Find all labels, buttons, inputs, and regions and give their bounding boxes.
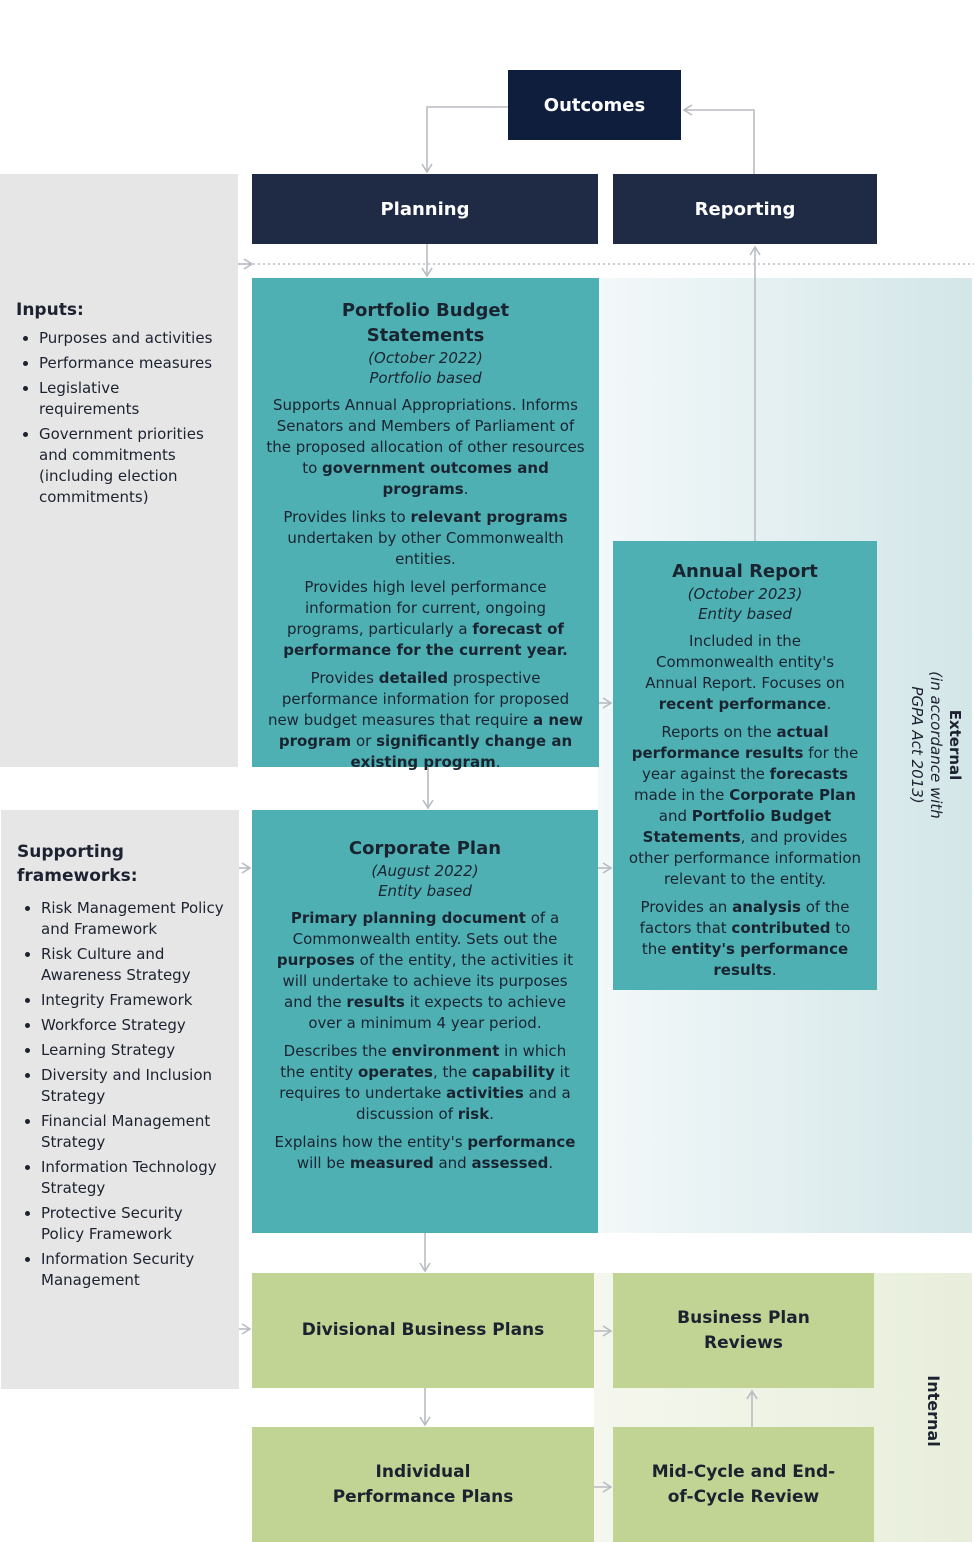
list-item: • Risk Culture and Awareness Strategy bbox=[41, 944, 225, 986]
list-item: • Protective Security Policy Framework bbox=[41, 1203, 225, 1245]
corporate-plan-paragraph-2: Describes the environment in which the entity operates, the capability it requires to undertake activities and a discussion of risk. bbox=[279, 1042, 571, 1123]
pbs-date: (October 2022) bbox=[368, 349, 483, 367]
list-item: • Diversity and Inclusion Strategy bbox=[41, 1065, 225, 1107]
list-item: • Workforce Strategy bbox=[41, 1015, 225, 1036]
list-item: • Information Technology Strategy bbox=[41, 1157, 225, 1199]
list-item: • Government priorities and commitments (including election commitments) bbox=[39, 424, 224, 508]
list-item: • Learning Strategy bbox=[41, 1040, 225, 1061]
list-item: • Financial Management Strategy bbox=[41, 1111, 225, 1153]
list-item: • Integrity Framework bbox=[41, 990, 225, 1011]
pbs-title: Portfolio Budget Statements bbox=[341, 300, 510, 346]
external-label-note-2: PGPA Act 2013) bbox=[908, 686, 926, 804]
individual-performance-plans-box: Individual Performance Plans bbox=[252, 1427, 594, 1542]
arrow-outcomes-to-planning bbox=[427, 107, 508, 172]
mid-cycle-review-box: Mid-Cycle and End-of-Cycle Review bbox=[613, 1427, 874, 1542]
divisional-business-plans-box: Divisional Business Plans bbox=[252, 1273, 594, 1388]
pbs-paragraph-3: Provides high level performance information for current, ongoing programs, particularly a forecast of performance for the current year. bbox=[283, 578, 568, 659]
list-item: • Purposes and activities bbox=[39, 328, 224, 349]
external-label-title: External bbox=[946, 709, 964, 781]
annual-report-paragraph-2: Reports on the actual performance results for the year against the forecasts made in the Corporate Plan and Portfolio Budget Statements, and provides other performance information relevant to the entity. bbox=[628, 723, 862, 888]
business-plan-reviews-box: Business Plan Reviews bbox=[613, 1273, 874, 1388]
outcomes-box: Outcomes bbox=[508, 70, 681, 140]
inputs-title: Inputs: bbox=[16, 300, 84, 320]
corporate-plan-date: (August 2022) bbox=[371, 862, 479, 880]
list-item: • Legislative requirements bbox=[39, 378, 224, 420]
list-item: • Information Security Management bbox=[41, 1249, 225, 1291]
pbs-paragraph-1: Supports Annual Appropriations. Informs Senators and Members of Parliament of the proposed allocation of other resources to government outcomes and programs. bbox=[266, 396, 585, 498]
reporting-box: Reporting bbox=[613, 174, 877, 244]
annual-report-paragraph-3: Provides an analysis of the factors that contributed to the entity's performance results. bbox=[639, 898, 851, 979]
external-label-note-1: (in accordance with bbox=[927, 671, 945, 819]
corporate-plan-title: Corporate Plan bbox=[348, 838, 502, 859]
planning-box: Planning bbox=[252, 174, 598, 244]
annual-report-paragraph-1: Included in the Commonwealth entity's Annual Report. Focuses on recent performance. bbox=[645, 632, 845, 713]
pbs-paragraph-4: Provides detailed prospective performance information for proposed new budget measures that require a new program or significantly change an existing program. bbox=[267, 669, 584, 771]
corporate-plan-paragraph-3: Explains how the entity's performance will be measured and assessed. bbox=[274, 1133, 576, 1172]
list-item: • Risk Management Policy and Framework bbox=[41, 898, 225, 940]
arrow-reporting-to-outcomes bbox=[684, 110, 754, 174]
pbs-basis: Portfolio based bbox=[369, 369, 482, 387]
annual-report-date: (October 2023) bbox=[687, 585, 803, 603]
annual-report-title: Annual Report bbox=[672, 561, 818, 582]
supporting-frameworks-title: Supporting frameworks: bbox=[17, 842, 138, 886]
annual-report-basis: Entity based bbox=[698, 605, 792, 623]
internal-label: Internal bbox=[924, 1375, 943, 1447]
pbs-paragraph-2: Provides links to relevant programs undertaken by other Commonwealth entities. bbox=[283, 508, 568, 568]
list-item: • Performance measures bbox=[39, 353, 224, 374]
corporate-plan-paragraph-1: Primary planning document of a Commonwealth entity. Sets out the purposes of the entity, the activities it will undertake to achieve its purposes and the results it expects to achieve over a minimum 4 year period. bbox=[276, 909, 574, 1032]
corporate-plan-basis: Entity based bbox=[378, 882, 472, 900]
